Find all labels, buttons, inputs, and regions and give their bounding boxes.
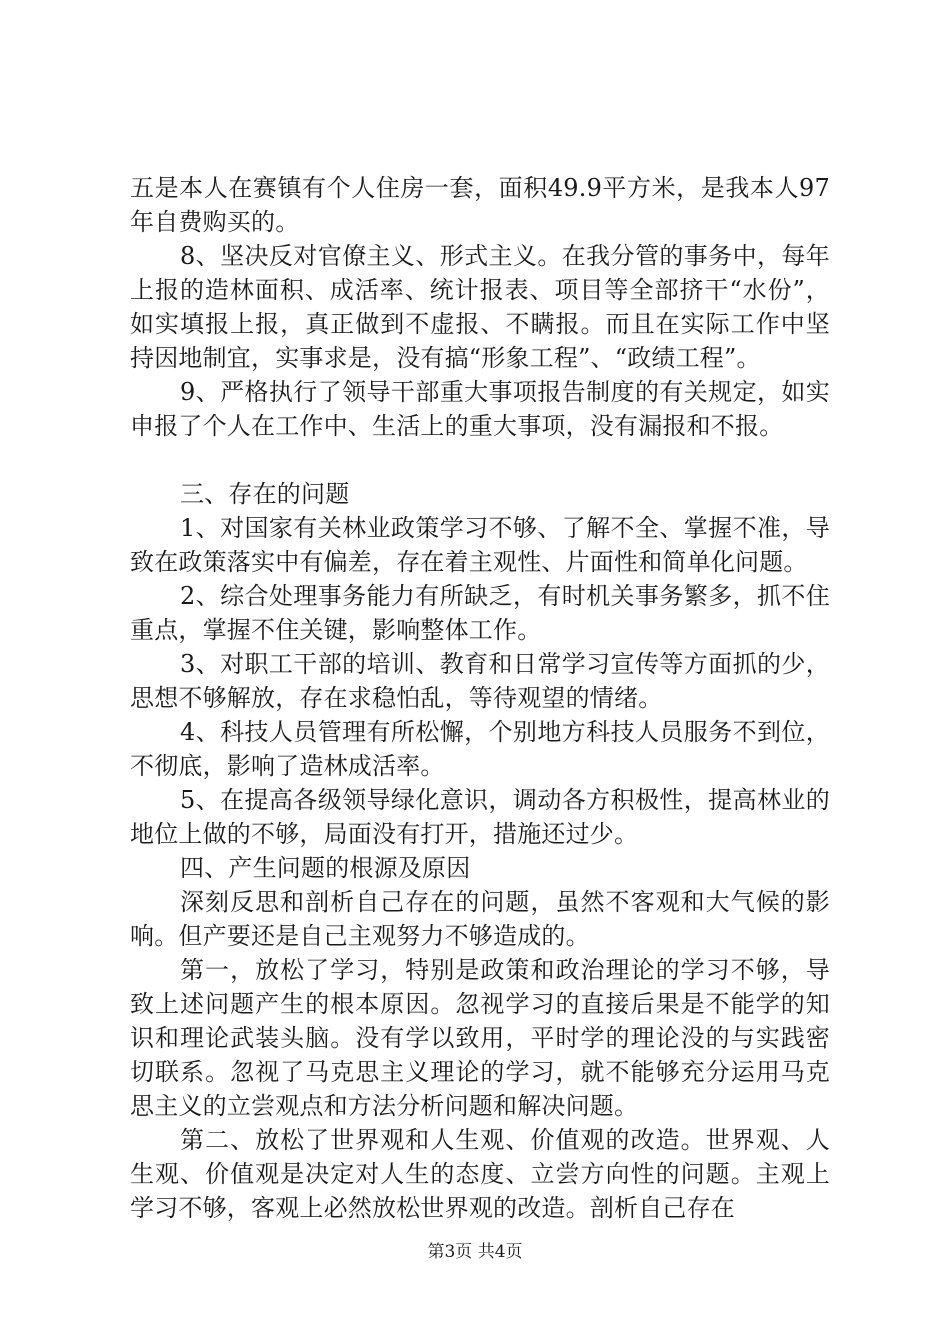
paragraph-causes-intro: 深刻反思和剖析自己存在的问题，虽然不客观和大气候的影响。但产要还是自己主观努力不够造成的。 [130,888,830,950]
paragraph-problem-3: 3、对职工干部的培训、教育和日常学习宣传等方面抓的少，思想不够解放，存在求稳怕乱，等待观望的情绪。 [130,650,830,712]
paragraph-cause-2: 第二、放松了世界观和人生观、价值观的改造。世界观、人生观、价值观是决定对人生的态度、立尝方向性的问题。主观上学习不够，客观上必然放松世界观的改造。剖析自己存在 [130,1126,830,1222]
section-heading-problems: 三、存在的问题 [180,480,350,508]
document-body [130,171,830,1225]
paragraph-problem-4: 4、科技人员管理有所松懈，个别地方科技人员服务不到位，不彻底，影响了造林成活率。 [130,718,830,780]
section-heading-causes: 四、产生问题的根源及原因 [180,854,471,882]
paragraph-housing: 五是本人在赛镇有个人住房一套，面积49.9平方米，是我本人97年自费购买的。 [130,174,830,236]
paragraph-item-9: 9、严格执行了领导干部重大事项报告制度的有关规定，如实申报了个人在工作中、生活上的重大事项，没有漏报和不报。 [130,378,830,440]
page-footer: 第3页 共4页 [427,1242,523,1262]
paragraph-problem-5: 5、在提高各级领导绿化意识，调动各方积极性，提高林业的地位上做的不够，局面没有打开，措施还过少。 [130,786,830,848]
paragraph-item-8: 8、坚决反对官僚主义、形式主义。在我分管的事务中，每年上报的造林面积、成活率、统计报表、项目等全部挤干“水份”，如实填报上报，真正做到不虚报、不瞒报。而且在实际工作中坚持因地制宜，实事求是，没有搞“形象工程”、“政绩工程”。 [130,242,830,372]
paragraph-problem-2: 2、综合处理事务能力有所缺乏，有时机关事务繁多，抓不住重点，掌握不住关键，影响整体工作。 [130,582,830,644]
paragraph-problem-1: 1、对国家有关林业政策学习不够、了解不全、掌握不准，导致在政策落实中有偏差，存在着主观性、片面性和简单化问题。 [130,514,830,576]
paragraph-spacer [130,443,830,477]
paragraph-cause-1: 第一，放松了学习，特别是政策和政治理论的学习不够，导致上述问题产生的根本原因。忽视学习的直接后果是不能学的知识和理论武装头脑。没有学以致用，平时学的理论没的与实践密切联系。忽视了马克思主义理论的学习，就不能够充分运用马克思主义的立尝观点和方法分析问题和解决问题。 [130,956,830,1120]
